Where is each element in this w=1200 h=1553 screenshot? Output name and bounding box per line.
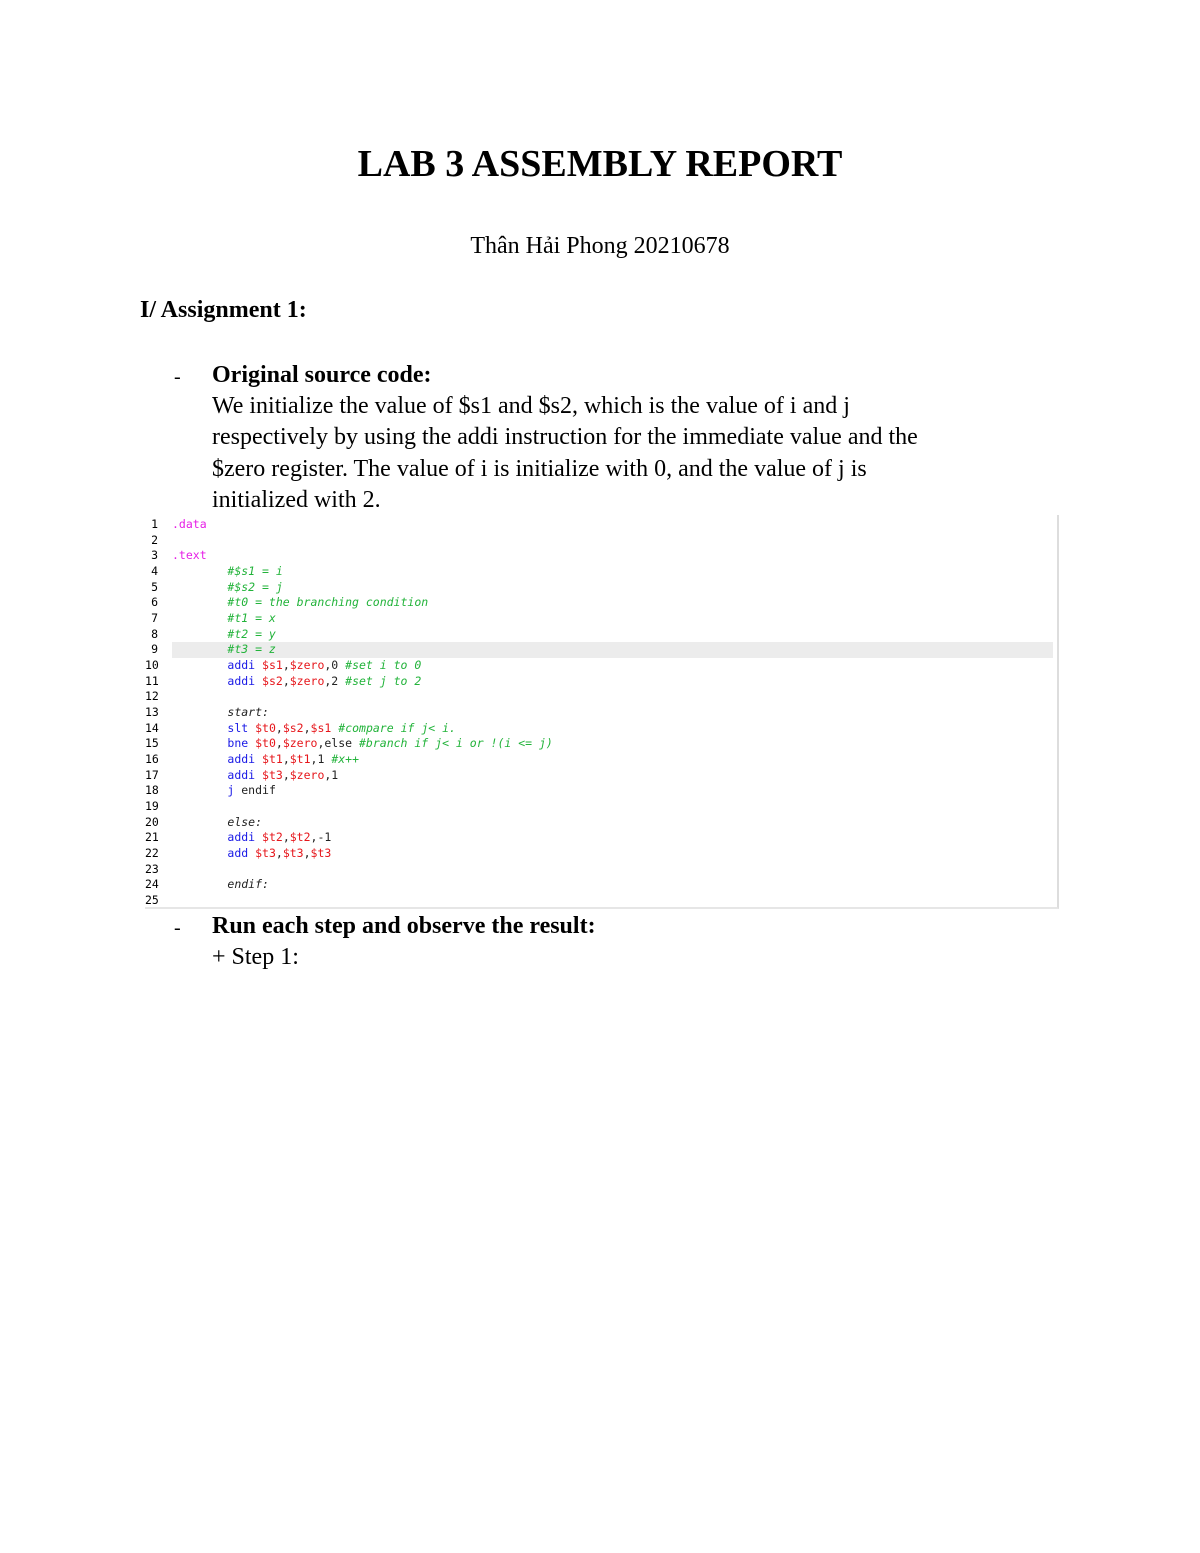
code-token-com: #t2 = y <box>227 626 276 641</box>
line-number: 21 <box>145 830 159 845</box>
code-token-plain <box>172 752 227 766</box>
code-token-kw: addi <box>227 830 256 845</box>
code-token-plain <box>172 877 227 891</box>
code-token-reg: $t2 <box>262 830 283 845</box>
code-line <box>145 548 1053 564</box>
line-number: 11 <box>145 673 159 688</box>
code-token-reg: $s1 <box>262 658 283 673</box>
line-number: 4 <box>151 564 158 578</box>
code-token-kw: addi <box>227 767 256 782</box>
code-token-plain: , <box>282 658 290 673</box>
code-token-plain <box>255 768 262 782</box>
code-token-plain: , <box>282 767 290 782</box>
code-token-plain: ,1 <box>324 767 339 782</box>
code-text <box>172 705 1053 721</box>
code-token-com: #$s1 = i <box>227 564 283 578</box>
code-token-com: #set i to 0 <box>345 658 422 673</box>
code-text <box>172 611 1053 627</box>
code-token-reg: $zero <box>289 658 325 673</box>
code-line <box>145 721 1053 737</box>
code-text <box>172 877 1053 893</box>
code-token-reg: $zero <box>289 767 325 782</box>
code-token-plain: , <box>303 720 311 735</box>
code-text <box>172 517 1053 533</box>
code-text <box>172 768 1053 784</box>
line-number: 3 <box>151 548 158 563</box>
code-token-reg: $t1 <box>289 752 311 767</box>
code-token-lbl: start: <box>227 705 269 720</box>
code-token-plain: ,-1 <box>310 830 332 845</box>
code-token-plain: , <box>303 846 311 861</box>
line-number: 12 <box>145 689 159 704</box>
code-line <box>145 595 1053 611</box>
code-token-plain <box>172 815 227 829</box>
line-number: 1 <box>151 517 158 531</box>
code-token-reg: $t3 <box>282 846 304 861</box>
code-token-com: #x++ <box>331 752 360 767</box>
section-heading: I/ Assignment 1: <box>140 297 307 323</box>
code-token-reg: $s2 <box>262 673 283 688</box>
code-text <box>172 846 1053 862</box>
code-token-kw: addi <box>227 752 256 767</box>
line-number: 15 <box>145 736 159 751</box>
code-token-plain <box>172 830 227 844</box>
code-text <box>172 721 1053 737</box>
line-number: 6 <box>151 595 158 610</box>
line-number: 9 <box>151 642 158 657</box>
line-number: 17 <box>145 767 159 782</box>
code-text <box>172 595 1053 611</box>
line-number: 7 <box>151 611 158 626</box>
code-line <box>145 611 1053 627</box>
code-token-lbl: endif: <box>227 877 269 892</box>
code-line <box>145 893 1053 909</box>
code-text <box>172 830 1053 846</box>
code-token-plain: ,1 <box>310 752 332 767</box>
code-text <box>172 658 1053 674</box>
code-token-dir: .text <box>172 548 207 563</box>
code-token-reg: $s2 <box>282 720 304 735</box>
code-token-kw: slt <box>227 720 249 735</box>
code-token-dir: .data <box>172 517 207 531</box>
code-token-kw: addi <box>227 658 256 673</box>
bullet-original-source <box>212 360 918 516</box>
code-text <box>172 815 1053 831</box>
code-token-plain <box>172 846 227 860</box>
code-text <box>172 893 1053 909</box>
code-token-plain <box>172 721 227 735</box>
code-token-plain: ,0 <box>324 658 346 673</box>
line-number: 10 <box>145 658 159 673</box>
line-number: 23 <box>145 861 159 876</box>
bullet-heading: Run each step and observe the result: <box>212 913 596 939</box>
line-number: 2 <box>151 532 158 547</box>
line-number: 16 <box>145 752 159 767</box>
code-token-kw: addi <box>227 673 256 688</box>
code-line <box>145 564 1053 580</box>
code-text <box>172 627 1053 643</box>
paragraph-line: initialized with 2. <box>212 486 381 513</box>
code-token-kw: bne <box>227 736 249 751</box>
code-token-plain <box>172 674 227 688</box>
line-number: 24 <box>145 877 159 892</box>
code-token-plain: ,else <box>317 736 359 751</box>
code-token-com: #compare if j< i. <box>338 720 456 735</box>
code-token-reg: $t3 <box>255 846 276 861</box>
code-token-plain <box>172 627 227 641</box>
code-token-plain <box>172 580 227 594</box>
line-number: 8 <box>151 626 158 641</box>
code-text <box>172 736 1053 752</box>
code-token-reg: $zero <box>282 736 318 751</box>
code-line <box>145 517 1053 533</box>
code-text <box>172 548 1053 564</box>
code-token-kw: j <box>227 783 235 798</box>
code-token-plain <box>172 658 227 672</box>
code-token-plain: endif <box>234 783 276 798</box>
code-token-plain <box>255 658 262 672</box>
line-number: 5 <box>151 579 158 594</box>
paragraph-line: respectively by using the addi instruction for the immediate value and the <box>212 424 918 451</box>
code-token-reg: $zero <box>289 673 325 688</box>
code-line <box>145 642 1053 658</box>
code-token-com: #branch if j< i or !(i <= j) <box>359 736 553 751</box>
code-token-plain <box>172 783 227 797</box>
code-line <box>145 580 1053 596</box>
code-token-plain <box>172 642 227 656</box>
code-line <box>145 830 1053 846</box>
code-line <box>145 736 1053 752</box>
code-token-reg: $t2 <box>289 830 311 845</box>
code-token-reg: $s1 <box>310 720 332 735</box>
code-token-com: #$s2 = j <box>227 579 283 594</box>
line-number: 14 <box>145 720 159 735</box>
author-line: Thân Hải Phong 20210678 <box>470 233 730 259</box>
code-text <box>172 752 1053 768</box>
line-number: 13 <box>145 705 159 720</box>
bullet-marker: - <box>174 366 181 388</box>
code-line <box>145 658 1053 674</box>
code-line <box>145 705 1053 721</box>
code-editor-screenshot <box>145 515 1059 909</box>
code-token-plain <box>255 752 262 766</box>
code-token-com: #t0 = the branching condition <box>227 595 429 610</box>
code-text <box>172 862 1053 878</box>
code-text <box>172 783 1053 799</box>
paragraph-line: $zero register. The value of i is initialize with 0, and the value of j is <box>212 455 867 482</box>
line-number: 19 <box>145 799 159 814</box>
code-token-reg: $t0 <box>255 736 276 751</box>
code-token-com: #t3 = z <box>227 642 276 657</box>
bullet-heading: Original source code: <box>212 362 432 388</box>
line-number: 18 <box>145 783 159 798</box>
page-title: LAB 3 ASSEMBLY REPORT <box>357 143 843 185</box>
code-line <box>145 768 1053 784</box>
code-text <box>172 689 1053 705</box>
code-line <box>145 627 1053 643</box>
code-token-plain <box>172 768 227 782</box>
code-token-plain <box>172 564 227 578</box>
bullet-run-steps <box>212 911 596 942</box>
code-token-plain: , <box>282 830 290 845</box>
code-line <box>145 752 1053 768</box>
line-number: 25 <box>145 893 159 908</box>
code-text <box>172 642 1053 658</box>
code-token-plain <box>172 736 227 750</box>
code-token-plain <box>255 830 262 844</box>
code-text <box>172 674 1053 690</box>
code-line <box>145 783 1053 799</box>
code-line <box>145 877 1053 893</box>
code-line <box>145 533 1053 549</box>
code-line <box>145 846 1053 862</box>
code-text <box>172 580 1053 596</box>
step-label: + Step 1: <box>212 944 299 970</box>
code-token-plain: , <box>275 720 283 735</box>
code-line <box>145 799 1053 815</box>
code-token-plain: , <box>275 846 283 861</box>
code-line <box>145 862 1053 878</box>
code-token-plain <box>172 595 227 609</box>
code-token-reg: $t3 <box>262 767 283 782</box>
line-number: 20 <box>145 814 159 829</box>
code-token-plain <box>255 674 262 688</box>
code-token-plain: , <box>275 736 283 751</box>
code-token-plain: , <box>282 673 290 688</box>
code-text <box>172 564 1053 580</box>
code-token-com: #t1 = x <box>227 611 276 626</box>
code-token-plain: ,2 <box>324 673 346 688</box>
code-token-lbl: else: <box>227 814 263 829</box>
code-token-plain <box>172 705 227 719</box>
code-token-kw: add <box>227 846 249 861</box>
line-number: 22 <box>145 846 159 861</box>
bullet-marker: - <box>174 917 181 939</box>
code-text <box>172 799 1053 815</box>
code-line <box>145 674 1053 690</box>
code-token-plain <box>172 611 227 625</box>
code-line <box>145 689 1053 705</box>
code-token-reg: $t1 <box>262 752 283 767</box>
paragraph-line: We initialize the value of $s1 and $s2, which is the value of i and j <box>212 393 850 420</box>
code-line <box>145 815 1053 831</box>
code-token-reg: $t3 <box>310 846 332 861</box>
code-token-com: #set j to 2 <box>345 673 422 688</box>
code-text <box>172 533 1053 549</box>
code-token-plain: , <box>282 752 290 767</box>
code-token-reg: $t0 <box>255 720 276 735</box>
